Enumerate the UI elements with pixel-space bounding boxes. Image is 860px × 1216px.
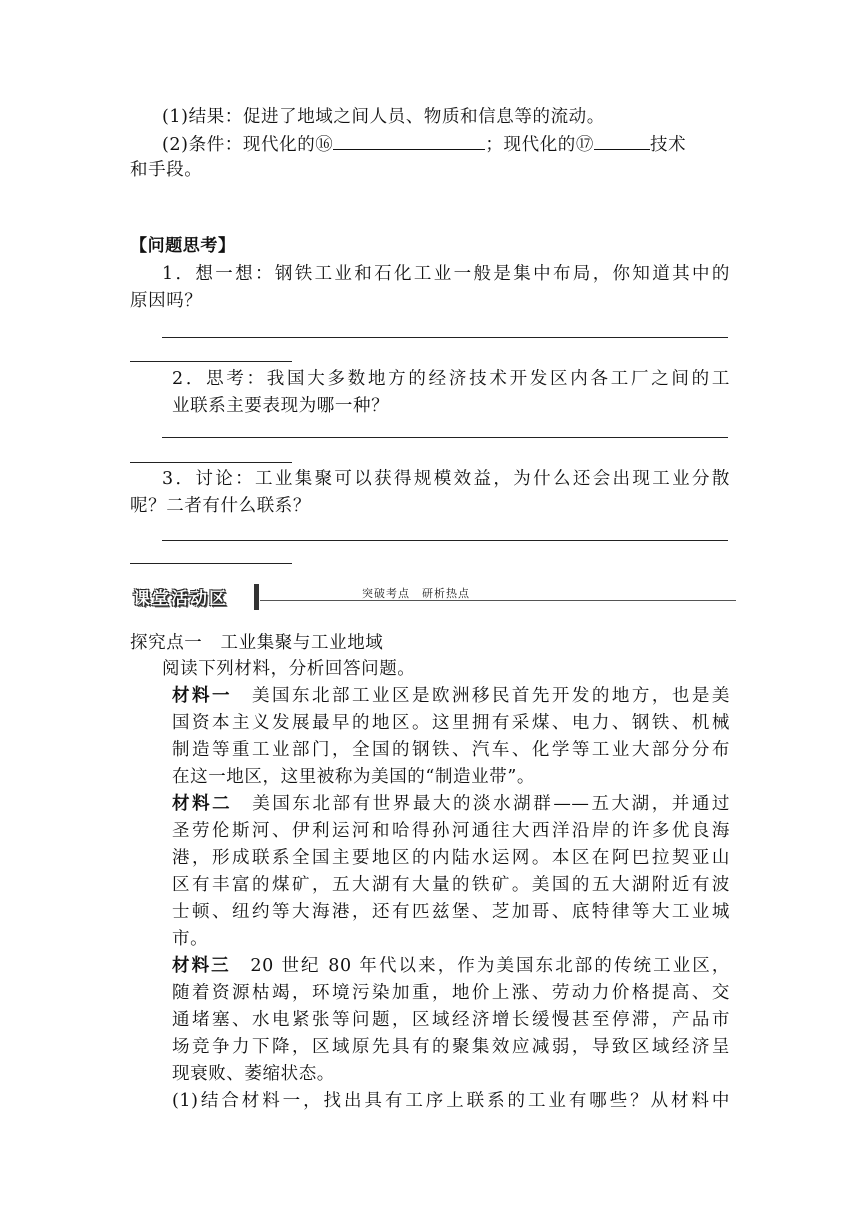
result-line: (1)结果：促进了地域之间人员、物质和信息等的流动。 xyxy=(162,107,605,127)
material-1-line-2: 国资本主义发展最早的地区。这里拥有采煤、电力、钢铁、机械 xyxy=(172,713,730,733)
fill-blank-16[interactable] xyxy=(333,131,485,150)
material-2-line-3: 港，形成联系全国主要地区的内陆水运网。本区在阿巴拉契亚山 xyxy=(172,848,730,868)
condition-text-2: ；现代化的⑰ xyxy=(485,135,594,155)
condition-text-3: 技术 xyxy=(650,135,687,155)
question-1-prompt: (1)结合材料一，找出具有工序上联系的工业有哪些？从材料中 xyxy=(172,1091,730,1111)
intro-line: 阅读下列材料，分析回答问题。 xyxy=(162,659,416,679)
material-2-label: 材料二 xyxy=(172,794,233,814)
banner-bar xyxy=(254,584,259,610)
material-2-line-5: 士顿、纽约等大海港，还有匹兹堡、芝加哥、底特律等大工业城 xyxy=(172,902,730,922)
material-3-line-1: 材料三 20 世纪 80 年代以来，作为美国东北部的传统工业区， xyxy=(172,956,730,976)
answer-line-3a[interactable] xyxy=(162,540,728,541)
material-3-line-4: 场竞争力下降，区域原先具有的聚集效应减弱，导致区域经济呈 xyxy=(172,1037,730,1057)
answer-line-2b[interactable] xyxy=(130,462,292,463)
material-3-label: 材料三 xyxy=(172,956,231,976)
material-1-line-4: 在这一地区，这里被称为美国的“制造业带”。 xyxy=(172,767,535,787)
banner-subtitle: 突破考点 研析热点 xyxy=(362,587,470,600)
material-3-line-3: 通堵塞、水电紧张等问题，区域经济增长缓慢甚至停滞，产品市 xyxy=(172,1010,730,1030)
material-1-line-3: 制造等重工业部门，全国的钢铁、汽车、化学等工业大部分分布 xyxy=(172,740,730,760)
condition-text-1: (2)条件：现代化的⑯ xyxy=(162,135,334,155)
explore-title: 探究点一 工业集聚与工业地域 xyxy=(130,633,384,653)
answer-line-3b[interactable] xyxy=(130,563,292,564)
material-3-line-2: 随着资源枯竭，环境污染加重，地价上涨、劳动力价格提高、交 xyxy=(172,983,730,1003)
condition-line xyxy=(162,131,762,158)
question-2-line-1: 2．思考：我国大多数地方的经济技术开发区内各工厂之间的工 xyxy=(172,369,730,389)
question-3-line-1: 3．讨论：工业集聚可以获得规模效益，为什么还会出现工业分散 xyxy=(162,469,730,489)
question-1-line-2: 原因吗？ xyxy=(130,291,203,311)
question-2-line-2: 业联系主要表现为哪一种？ xyxy=(172,396,390,416)
answer-line-2a[interactable] xyxy=(162,437,728,438)
material-2-line-4: 区有丰富的煤矿，五大湖有大量的铁矿。美国的五大湖附近有波 xyxy=(172,875,730,895)
material-1-line-1: 材料一 美国东北部工业区是欧洲移民首先开发的地方，也是美 xyxy=(172,686,730,706)
material-2-line-6: 市。 xyxy=(172,929,209,949)
section-banner xyxy=(130,582,736,612)
question-3-line-2: 呢？二者有什么联系？ xyxy=(130,496,311,516)
thinking-heading: 【问题思考】 xyxy=(130,236,236,256)
answer-line-1a[interactable] xyxy=(162,337,728,338)
material-2-line-1: 材料二 美国东北部有世界最大的淡水湖群——五大湖，并通过 xyxy=(172,794,730,814)
fill-blank-17[interactable] xyxy=(594,131,650,150)
condition-line-cont: 和手段。 xyxy=(130,160,203,180)
question-1-line-1: 1．想一想：钢铁工业和石化工业一般是集中布局，你知道其中的 xyxy=(162,264,730,284)
material-1-label: 材料一 xyxy=(172,686,232,706)
banner-title: 课堂活动区 xyxy=(133,589,228,609)
material-3-line-5: 现衰败、萎缩状态。 xyxy=(172,1064,335,1084)
material-2-line-2: 圣劳伦斯河、伊利运河和哈得孙河通往大西洋沿岸的许多优良海 xyxy=(172,821,730,841)
banner-rule xyxy=(260,600,736,601)
answer-line-1b[interactable] xyxy=(130,361,292,362)
